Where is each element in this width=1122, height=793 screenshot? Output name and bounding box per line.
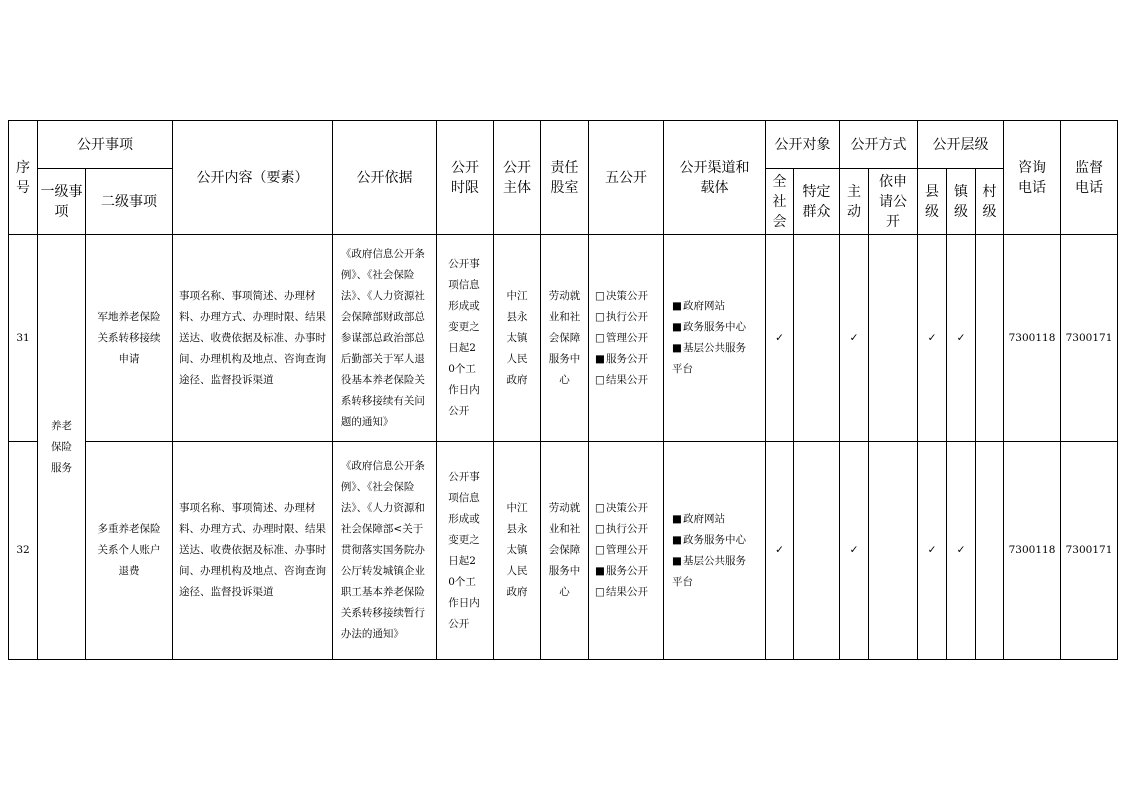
header-level: 公开层级 bbox=[918, 121, 1004, 169]
header-content: 公开内容（要素） bbox=[173, 121, 333, 235]
header-method-active: 主动 bbox=[840, 169, 869, 235]
row-lvl-county: ✓ bbox=[918, 442, 947, 660]
row-channels bbox=[664, 235, 766, 442]
row-channels bbox=[664, 442, 766, 660]
five-item: □执行公开 bbox=[595, 310, 648, 323]
row-supervise-phone: 7300171 bbox=[1061, 235, 1118, 442]
header-consult-phone: 咨询电话 bbox=[1004, 121, 1061, 235]
header-method-request: 依申请公开 bbox=[869, 169, 918, 235]
row-time-limit: 公开事项信息形成或变更之日起20个工作日内公开 bbox=[437, 235, 494, 442]
row-subject: 中江县永太镇人民政府 bbox=[494, 442, 541, 660]
five-item: □结果公开 bbox=[595, 373, 648, 386]
header-time-limit: 公开时限 bbox=[437, 121, 494, 235]
five-item: □结果公开 bbox=[595, 586, 648, 598]
row-level2: 军地养老保险关系转移接续申请 bbox=[86, 235, 173, 442]
table-row bbox=[9, 442, 1118, 660]
row-seq: 32 bbox=[9, 442, 38, 660]
row-lvl-village bbox=[976, 235, 1004, 442]
header-subject: 公开主体 bbox=[494, 121, 541, 235]
header-lvl-village: 村级 bbox=[976, 169, 1004, 235]
channel-item: 平台 bbox=[672, 363, 693, 375]
channel-item: ■政府网站 bbox=[672, 512, 725, 525]
header-seq: 序号 bbox=[9, 121, 38, 235]
row-consult-phone: 7300118 bbox=[1004, 235, 1061, 442]
channel-item: ■政务服务中心 bbox=[672, 321, 746, 333]
header-level2: 二级事项 bbox=[86, 169, 173, 235]
row-supervise-phone: 7300171 bbox=[1061, 442, 1118, 660]
row-method-request bbox=[869, 442, 918, 660]
row-consult-phone: 7300118 bbox=[1004, 442, 1061, 660]
header-five: 五公开 bbox=[589, 121, 664, 235]
table-row bbox=[9, 235, 1118, 442]
row-dept: 劳动就业和社会保障服务中心 bbox=[541, 235, 589, 442]
channel-item: ■政务服务中心 bbox=[672, 533, 746, 546]
row-aud-specific bbox=[794, 235, 840, 442]
row-lvl-village bbox=[976, 442, 1004, 660]
channel-item: ■政府网站 bbox=[672, 300, 725, 312]
five-item: □管理公开 bbox=[595, 544, 648, 556]
row-lvl-town: ✓ bbox=[947, 442, 976, 660]
header-aud-specific: 特定群众 bbox=[794, 169, 840, 235]
header-dept: 责任股室 bbox=[541, 121, 589, 235]
row-basis: 《政府信息公开条例》、《社会保险法》、《人力资源和社会保障部<关于贯彻落实国务院办公厅转发城镇企业职工基本养老保险关系转移接续暂行办法的通知》 bbox=[333, 442, 437, 660]
header-level1: 一级事项 bbox=[38, 169, 86, 235]
five-item: ■服务公开 bbox=[595, 352, 648, 365]
five-item: □管理公开 bbox=[595, 331, 648, 344]
disclosure-table bbox=[8, 120, 1118, 660]
header-channel: 公开渠道和载体 bbox=[664, 121, 766, 235]
row-aud-all: ✓ bbox=[766, 442, 794, 660]
header-method: 公开方式 bbox=[840, 121, 918, 169]
row-level2: 多重养老保险关系个人账户退费 bbox=[86, 442, 173, 660]
five-item: □决策公开 bbox=[595, 502, 648, 514]
row-time-limit: 公开事项信息形成或变更之日起20个工作日内公开 bbox=[437, 442, 494, 660]
row-five bbox=[589, 442, 664, 660]
header-supervise-phone: 监督电话 bbox=[1061, 121, 1118, 235]
row-subject: 中江县永太镇人民政府 bbox=[494, 235, 541, 442]
group-label: 养老保险服务 bbox=[38, 235, 86, 660]
row-seq: 31 bbox=[9, 235, 38, 442]
row-dept: 劳动就业和社会保障服务中心 bbox=[541, 442, 589, 660]
row-method-request bbox=[869, 235, 918, 442]
row-method-active: ✓ bbox=[840, 442, 869, 660]
row-basis: 《政府信息公开条例》、《社会保险法》、《人力资源社会保障部财政部总参谋部总政治部总后勤部关于军人退役基本养老保险关系转移接续有关问题的通知》 bbox=[333, 235, 437, 442]
five-item: ■服务公开 bbox=[595, 565, 648, 577]
row-aud-all: ✓ bbox=[766, 235, 794, 442]
channel-item: 平台 bbox=[672, 575, 693, 588]
row-content: 事项名称、事项简述、办理材料、办理方式、办理时限、结果送达、收费依据及标准、办事时间、办理机构及地点、咨询查询途径、监督投诉渠道 bbox=[173, 442, 333, 660]
channel-item: ■基层公共服务 bbox=[672, 342, 746, 354]
channel-item: ■基层公共服务 bbox=[672, 554, 746, 567]
header-lvl-town: 镇级 bbox=[947, 169, 976, 235]
five-item: □执行公开 bbox=[595, 523, 648, 535]
five-item: □决策公开 bbox=[595, 289, 648, 302]
row-aud-specific bbox=[794, 442, 840, 660]
header-items: 公开事项 bbox=[38, 121, 173, 169]
header-lvl-county: 县级 bbox=[918, 169, 947, 235]
row-lvl-county: ✓ bbox=[918, 235, 947, 442]
row-content: 事项名称、事项简述、办理材料、办理方式、办理时限、结果送达、收费依据及标准、办事时间、办理机构及地点、咨询查询途径、监督投诉渠道 bbox=[173, 235, 333, 442]
header-aud-all: 全社会 bbox=[766, 169, 794, 235]
header-audience: 公开对象 bbox=[766, 121, 840, 169]
row-five bbox=[589, 235, 664, 442]
row-lvl-town: ✓ bbox=[947, 235, 976, 442]
header-basis: 公开依据 bbox=[333, 121, 437, 235]
row-method-active: ✓ bbox=[840, 235, 869, 442]
